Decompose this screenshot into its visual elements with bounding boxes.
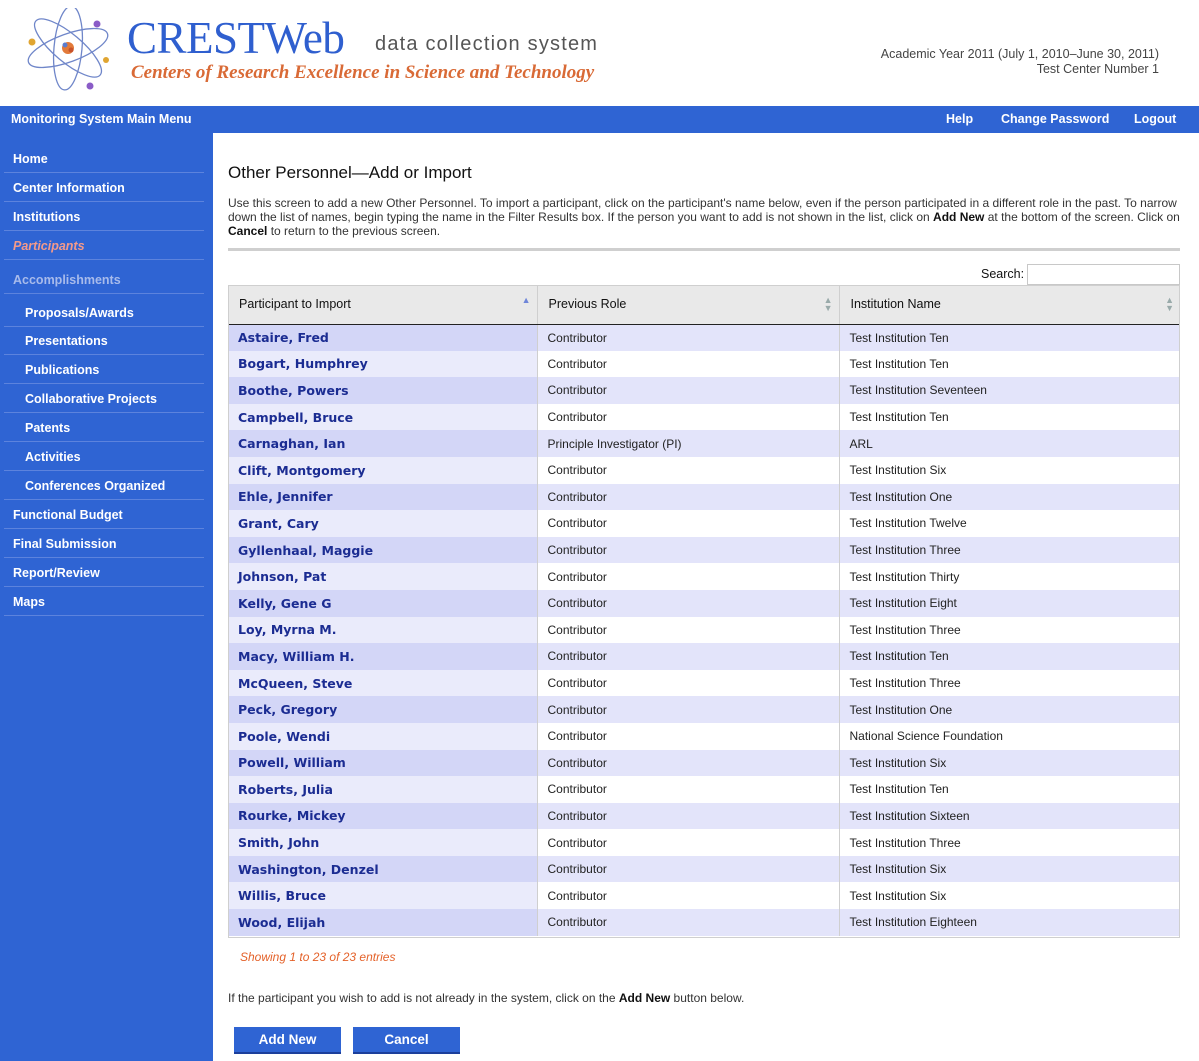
participant-name-link[interactable]: Peck, Gregory bbox=[238, 702, 338, 718]
participant-name-link[interactable]: Boothe, Powers bbox=[238, 382, 349, 398]
participant-name-link[interactable]: Gyllenhaal, Maggie bbox=[238, 542, 374, 558]
table-body bbox=[228, 324, 1180, 936]
participant-name-link[interactable]: Astaire, Fred bbox=[238, 330, 329, 346]
footer-note bbox=[228, 991, 744, 1005]
participant-name-cell bbox=[228, 377, 537, 404]
participant-name-link[interactable]: Powell, William bbox=[238, 755, 346, 771]
brand-tagline: Centers of Research Excellence in Science and Technology bbox=[131, 62, 595, 83]
academic-year-info bbox=[881, 47, 1159, 77]
institution-name-cell: Test Institution One bbox=[839, 696, 1180, 723]
participant-name-cell bbox=[228, 750, 537, 777]
previous-role-cell: Contributor bbox=[537, 829, 839, 856]
institution-name-cell: Test Institution Thirty bbox=[839, 563, 1180, 590]
intro-text bbox=[228, 196, 1180, 238]
institution-name-cell: Test Institution One bbox=[839, 484, 1180, 511]
sidebar-item-maps[interactable]: Maps bbox=[4, 587, 204, 616]
atom-logo-icon bbox=[20, 8, 120, 96]
sidebar bbox=[0, 133, 213, 1061]
institution-name-cell: Test Institution Six bbox=[839, 457, 1180, 484]
logout-link[interactable]: Logout bbox=[1134, 112, 1177, 126]
column-header-label: Institution Name bbox=[850, 297, 941, 312]
column-header-participant[interactable] bbox=[228, 285, 537, 324]
footer-note-part: button below. bbox=[670, 991, 745, 1005]
table-row bbox=[228, 404, 1180, 431]
institution-name-cell: Test Institution Seventeen bbox=[839, 377, 1180, 404]
participant-table bbox=[228, 285, 1180, 936]
table-row bbox=[228, 909, 1180, 936]
institution-name-cell: Test Institution Ten bbox=[839, 351, 1180, 378]
table-row bbox=[228, 430, 1180, 457]
previous-role-cell: Contributor bbox=[537, 617, 839, 644]
institution-name-cell: National Science Foundation bbox=[839, 723, 1180, 750]
previous-role-cell: Contributor bbox=[537, 803, 839, 830]
sidebar-item-report-review[interactable]: Report/Review bbox=[4, 558, 204, 587]
intro-add-new-label: Add New bbox=[933, 210, 985, 224]
previous-role-cell: Contributor bbox=[537, 563, 839, 590]
participant-name-cell bbox=[228, 510, 537, 537]
participant-name-link[interactable]: Willis, Bruce bbox=[238, 888, 326, 904]
institution-name-cell: ARL bbox=[839, 430, 1180, 457]
table-row bbox=[228, 510, 1180, 537]
participant-name-cell bbox=[228, 617, 537, 644]
participant-name-link[interactable]: Macy, William H. bbox=[238, 648, 355, 664]
previous-role-cell: Contributor bbox=[537, 882, 839, 909]
intro-cancel-label: Cancel bbox=[228, 224, 268, 238]
participant-name-link[interactable]: Washington, Denzel bbox=[238, 861, 379, 877]
previous-role-cell: Contributor bbox=[537, 324, 839, 351]
table-row bbox=[228, 829, 1180, 856]
table-row bbox=[228, 617, 1180, 644]
participant-name-cell bbox=[228, 803, 537, 830]
sidebar-item-activities[interactable]: Activities bbox=[4, 442, 204, 471]
participant-name-cell bbox=[228, 670, 537, 697]
institution-name-cell: Test Institution Eight bbox=[839, 590, 1180, 617]
page-title: Other Personnel—Add or Import bbox=[228, 163, 472, 182]
participant-name-link[interactable]: Grant, Cary bbox=[238, 515, 319, 531]
sidebar-item-conferences-organized[interactable]: Conferences Organized bbox=[4, 471, 204, 500]
add-new-button[interactable]: Add New bbox=[234, 1027, 341, 1054]
table-row bbox=[228, 457, 1180, 484]
participant-name-cell bbox=[228, 537, 537, 564]
participant-name-link[interactable]: Ehle, Jennifer bbox=[238, 489, 333, 505]
column-header-institution[interactable] bbox=[839, 285, 1180, 324]
previous-role-cell: Principle Investigator (PI) bbox=[537, 430, 839, 457]
search-input[interactable] bbox=[1027, 264, 1180, 285]
institution-name-cell: Test Institution Twelve bbox=[839, 510, 1180, 537]
institution-name-cell: Test Institution Six bbox=[839, 856, 1180, 883]
top-nav-bar bbox=[0, 106, 1199, 133]
participant-name-cell bbox=[228, 484, 537, 511]
sidebar-item-presentations[interactable]: Presentations bbox=[4, 326, 204, 355]
change-password-link[interactable]: Change Password bbox=[1001, 112, 1110, 126]
institution-name-cell: Test Institution Ten bbox=[839, 643, 1180, 670]
institution-name-cell: Test Institution Six bbox=[839, 882, 1180, 909]
previous-role-cell: Contributor bbox=[537, 404, 839, 431]
entries-count: Showing 1 to 23 of 23 entries bbox=[240, 950, 396, 964]
institution-name-cell: Test Institution Ten bbox=[839, 776, 1180, 803]
footer-note-part: If the participant you wish to add is not already in the system, click on the bbox=[228, 991, 619, 1005]
table-row bbox=[228, 351, 1180, 378]
participant-name-link[interactable]: Rourke, Mickey bbox=[238, 808, 346, 824]
participant-name-cell bbox=[228, 856, 537, 883]
sidebar-item-patents[interactable]: Patents bbox=[4, 413, 204, 442]
participant-name-cell bbox=[228, 457, 537, 484]
table-row bbox=[228, 750, 1180, 777]
sort-ascending-icon: ▲ bbox=[521, 295, 531, 305]
institution-name-cell: Test Institution Eighteen bbox=[839, 909, 1180, 936]
participant-name-cell bbox=[228, 723, 537, 750]
table-row bbox=[228, 882, 1180, 909]
table-row bbox=[228, 377, 1180, 404]
previous-role-cell: Contributor bbox=[537, 750, 839, 777]
page-header bbox=[0, 0, 1199, 106]
previous-role-cell: Contributor bbox=[537, 537, 839, 564]
center-name: Test Center Number 1 bbox=[1036, 62, 1159, 76]
sidebar-item-participants[interactable]: Participants bbox=[4, 231, 204, 260]
sidebar-item-final-submission[interactable]: Final Submission bbox=[4, 529, 204, 558]
participant-name-link[interactable]: McQueen, Steve bbox=[238, 675, 353, 691]
participant-name-link[interactable]: Kelly, Gene G bbox=[238, 595, 332, 611]
previous-role-cell: Contributor bbox=[537, 696, 839, 723]
participant-name-cell bbox=[228, 590, 537, 617]
participant-name-cell bbox=[228, 404, 537, 431]
table-row bbox=[228, 856, 1180, 883]
cancel-button[interactable]: Cancel bbox=[353, 1027, 460, 1054]
brand-subtitle: data collection system bbox=[375, 33, 599, 55]
participant-name-cell bbox=[228, 829, 537, 856]
previous-role-cell: Contributor bbox=[537, 351, 839, 378]
table-header-row bbox=[228, 285, 1180, 324]
intro-text-part: Use this screen to add a new Other Personnel. To import a participant, click on the participant's name below, even if the person participated in a different role in the past. To narrow down the list of names, begin typing the name in the Filter Results box. If the person you want to add is not shown in the list, click on bbox=[228, 196, 1177, 224]
sidebar-item-home[interactable]: Home bbox=[4, 144, 204, 173]
participant-name-link[interactable]: Bogart, Humphrey bbox=[238, 356, 368, 372]
participant-name-link[interactable]: Carnaghan, Ian bbox=[238, 436, 346, 452]
table-row bbox=[228, 776, 1180, 803]
sort-both-icon: ▲ ▼ bbox=[1165, 295, 1174, 313]
institution-name-cell: Test Institution Six bbox=[839, 750, 1180, 777]
sidebar-item-publications[interactable]: Publications bbox=[4, 355, 204, 384]
sidebar-item-collaborative-projects[interactable]: Collaborative Projects bbox=[4, 384, 204, 413]
previous-role-cell: Contributor bbox=[537, 856, 839, 883]
table-row bbox=[228, 324, 1180, 351]
participant-name-link[interactable]: Smith, John bbox=[238, 835, 320, 851]
participant-name-cell bbox=[228, 643, 537, 670]
participant-name-link[interactable]: Poole, Wendi bbox=[238, 728, 331, 744]
previous-role-cell: Contributor bbox=[537, 776, 839, 803]
participant-name-cell bbox=[228, 696, 537, 723]
intro-text-part: at the bottom of the screen. Click on bbox=[984, 210, 1180, 224]
previous-role-cell: Contributor bbox=[537, 670, 839, 697]
institution-name-cell: Test Institution Three bbox=[839, 670, 1180, 697]
column-header-label: Previous Role bbox=[548, 297, 627, 312]
intro-text-part: to return to the previous screen. bbox=[267, 224, 441, 238]
participant-name-link[interactable]: Loy, Myrna M. bbox=[238, 622, 337, 638]
previous-role-cell: Contributor bbox=[537, 484, 839, 511]
previous-role-cell: Contributor bbox=[537, 643, 839, 670]
sidebar-item-center-information[interactable]: Center Information bbox=[4, 173, 204, 202]
column-header-label: Participant to Import bbox=[239, 297, 351, 312]
participant-name-link[interactable]: Wood, Elijah bbox=[238, 914, 326, 930]
participant-name-link[interactable]: Roberts, Julia bbox=[238, 781, 333, 797]
column-header-previous-role[interactable] bbox=[537, 285, 839, 324]
sidebar-item-functional-budget[interactable]: Functional Budget bbox=[4, 500, 204, 529]
participant-name-cell bbox=[228, 909, 537, 936]
table-row bbox=[228, 643, 1180, 670]
institution-name-cell: Test Institution Three bbox=[839, 537, 1180, 564]
participant-name-cell bbox=[228, 563, 537, 590]
help-link[interactable]: Help bbox=[946, 112, 974, 126]
previous-role-cell: Contributor bbox=[537, 457, 839, 484]
previous-role-cell: Contributor bbox=[537, 377, 839, 404]
sidebar-item-proposals-awards[interactable]: Proposals/Awards bbox=[4, 298, 204, 327]
participant-name-cell bbox=[228, 351, 537, 378]
main-menu-title[interactable]: Monitoring System Main Menu bbox=[11, 112, 192, 126]
brand-title: CRESTWeb bbox=[127, 13, 345, 63]
participant-name-link[interactable]: Johnson, Pat bbox=[238, 569, 327, 585]
table-row bbox=[228, 563, 1180, 590]
institution-name-cell: Test Institution Ten bbox=[839, 404, 1180, 431]
table-row bbox=[228, 670, 1180, 697]
participant-name-cell bbox=[228, 882, 537, 909]
footer-add-new-label: Add New bbox=[618, 991, 671, 1005]
institution-name-cell: Test Institution Three bbox=[839, 829, 1180, 856]
participant-name-cell bbox=[228, 430, 537, 457]
table-row bbox=[228, 723, 1180, 750]
divider bbox=[228, 248, 1180, 251]
institution-name-cell: Test Institution Ten bbox=[839, 324, 1180, 351]
sort-both-icon: ▲ ▼ bbox=[823, 295, 833, 313]
participant-name-link[interactable]: Campbell, Bruce bbox=[238, 409, 354, 425]
previous-role-cell: Contributor bbox=[537, 909, 839, 936]
previous-role-cell: Contributor bbox=[537, 510, 839, 537]
previous-role-cell: Contributor bbox=[537, 723, 839, 750]
table-row bbox=[228, 537, 1180, 564]
previous-role-cell: Contributor bbox=[537, 590, 839, 617]
participant-name-cell bbox=[228, 324, 537, 351]
institution-name-cell: Test Institution Sixteen bbox=[839, 803, 1180, 830]
table-row bbox=[228, 590, 1180, 617]
search-label: Search: bbox=[981, 267, 1025, 281]
participant-name-cell bbox=[228, 776, 537, 803]
table-row bbox=[228, 484, 1180, 511]
table-row bbox=[228, 803, 1180, 830]
sidebar-item-institutions[interactable]: Institutions bbox=[4, 202, 204, 231]
institution-name-cell: Test Institution Three bbox=[839, 617, 1180, 644]
sidebar-item-accomplishments: Accomplishments bbox=[4, 265, 204, 294]
academic-year: Academic Year 2011 (July 1, 2010–June 30, 2011) bbox=[880, 47, 1159, 61]
table-row bbox=[228, 696, 1180, 723]
participant-name-link[interactable]: Clift, Montgomery bbox=[238, 462, 366, 478]
